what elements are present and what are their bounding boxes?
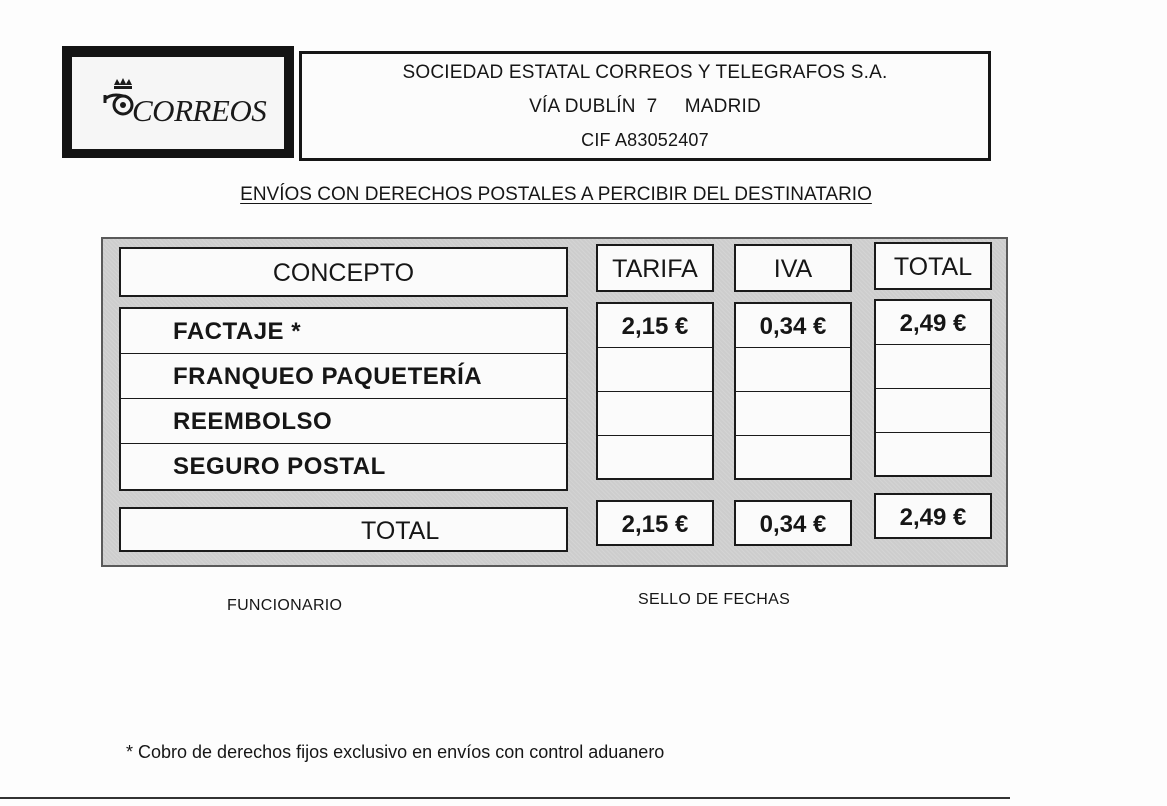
total-value-factaje: 2,49 € — [899, 310, 967, 337]
header-iva-label: IVA — [773, 255, 813, 283]
table-row — [121, 309, 566, 354]
totals-tarifa-box — [596, 500, 714, 546]
header-iva — [734, 244, 852, 292]
tarifa-column — [596, 302, 714, 480]
iva-value-factaje: 0,34 € — [759, 313, 827, 340]
row-label-seguro: SEGURO POSTAL — [173, 453, 386, 480]
header-tarifa-label: TARIFA — [612, 255, 698, 283]
document-subtitle: ENVÍOS CON DERECHOS POSTALES A PERCIBIR DEL DESTINATARIO — [240, 184, 872, 205]
table-row — [121, 399, 566, 444]
total-column — [874, 299, 992, 477]
iva-column — [734, 302, 852, 480]
header-total — [874, 242, 992, 290]
iva-cell-reembolso — [736, 392, 850, 436]
total-cell-franqueo — [876, 345, 990, 389]
tarifa-cell-reembolso — [598, 392, 712, 436]
total-cell-seguro — [876, 433, 990, 475]
logo-frame — [62, 46, 294, 158]
tarifa-cell-franqueo — [598, 348, 712, 392]
totals-iva-value: 0,34 € — [759, 511, 827, 538]
iva-cell-factaje — [736, 304, 850, 348]
row-label-franqueo: FRANQUEO PAQUETERÍA — [173, 363, 483, 390]
company-name: SOCIEDAD ESTATAL CORREOS Y TELEGRAFOS S.A. — [402, 62, 888, 83]
header-tarifa — [596, 244, 714, 292]
concepto-body — [119, 307, 568, 491]
iva-cell-franqueo — [736, 348, 850, 392]
row-label-factaje: FACTAJE * — [173, 318, 302, 345]
footnote: * Cobro de derechos fijos exclusivo en envíos con control aduanero — [126, 742, 665, 762]
totals-label: TOTAL — [361, 517, 440, 545]
total-cell-factaje — [876, 301, 990, 345]
company-address: VÍA DUBLÍN 7 MADRID — [529, 96, 761, 117]
totals-total-value: 2,49 € — [899, 504, 967, 531]
header-concepto-label: CONCEPTO — [272, 259, 415, 287]
logo-wordmark: CORREOS — [132, 93, 267, 128]
tarifa-cell-seguro — [598, 436, 712, 478]
charges-table-panel — [101, 237, 1008, 567]
company-header — [299, 51, 991, 161]
total-cell-reembolso — [876, 389, 990, 433]
tarifa-cell-factaje — [598, 304, 712, 348]
company-cif: CIF A83052407 — [581, 130, 709, 150]
sello-label: SELLO DE FECHAS — [638, 591, 791, 608]
iva-cell-seguro — [736, 436, 850, 478]
totals-label-box — [119, 507, 568, 552]
funcionario-label: FUNCIONARIO — [227, 597, 343, 614]
header-total-label: TOTAL — [893, 253, 973, 281]
table-row — [121, 354, 566, 399]
logo-panel — [72, 57, 284, 149]
bottom-divider — [0, 797, 1010, 799]
header-concepto — [119, 247, 568, 297]
totals-tarifa-value: 2,15 € — [621, 511, 689, 538]
tarifa-value-factaje: 2,15 € — [621, 313, 689, 340]
totals-iva-box — [734, 500, 852, 546]
table-row — [121, 444, 566, 489]
row-label-reembolso: REEMBOLSO — [173, 408, 333, 435]
totals-total-box — [874, 493, 992, 539]
